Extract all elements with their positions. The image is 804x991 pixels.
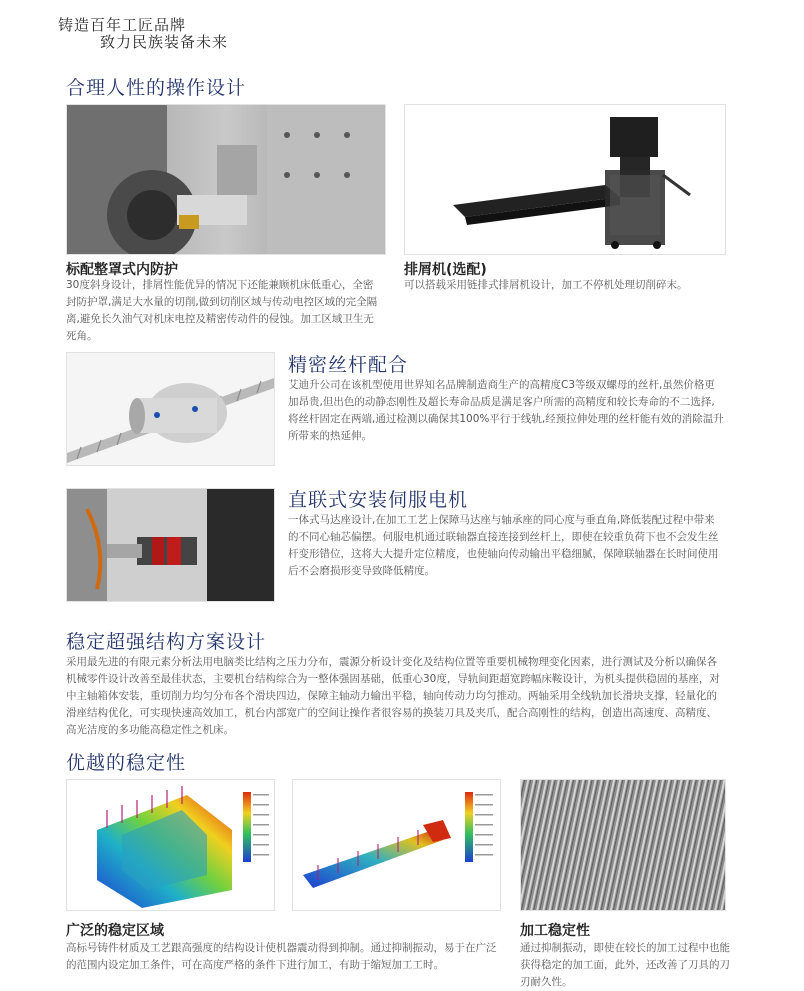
servo-text: 一体式马达座设计,在加工工艺上保障马达座与轴承座的同心度与垂直角,降低装配过程中带来的不同心轴芯偏摆。伺服电机通过联轴器直接连接到丝杆上，即使在较重负荷下也不会发生丝杆变形错位，这将大大提升定位精度，也使轴向传动输出平稳细腻，保障联轴器在长时间使用后不会磨损形变导致降低精度。 [288,514,719,577]
chip-conveyor-title: 排屑机(选配) [404,262,487,278]
ball-screw-text: 艾迪升公司在该机型使用世界知名品牌制造商生产的高精度C3等级双螺母的丝杆,虽然价格更加昂贵,但出色的动静态刚性及超长寿命品质是满足客户所需的高精度和较长寿命的不二选择,将丝杆固定在两端,通过检测以确保其100%平行于线轨,经预拉伸处理的丝杆能有效的消除温升所带来的热延伸。 [288,379,724,442]
machined-surface-photo [520,779,726,911]
fea-carriage-photo [292,779,501,911]
stable-area-text: 高标号铸件材质及工艺跟高强度的结构设计使机器震动得到抑制。通过抑制振动，易于在广泛的范围内设定加工条件，可在高度严格的条件下进行加工，有助于缩短加工工时。 [66,942,497,971]
section-title-operation-design: 合理人性的操作设计 [66,77,247,99]
structure-text: 采用最先进的有限元素分析法用电脑类比结构之压力分布，震源分析设计变化及结构位置等重要机械物理变化因素，进行测试及分析以确保各机械零件设计改善至最佳状态，主要机台结构综合为一整体强固基础，低重心30度，导轨间距超宽跨幅床鞍设计，为机头提供稳固的基座，对中主轴箱体安装，重切削力均匀分布各个滑块四边，保障主轴动力输出平稳，轴向传动力均匀推动。两轴采用全线轨加长滑块支撑，轻量化的滑座结构优化，可实现快速高效加工，机台内部宽广的空间让操作者很容易的换装刀具及夹爪，配合高刚性的结构，创造出高速度、高精度、高光洁度的多功能高稳定性之机床。 [66,656,720,736]
chip-conveyor-text: 可以搭载采用链排式排屑机设计，加工不停机处理切削碎末。 [404,279,688,291]
slogan-line-1: 铸造百年工匠品牌 [58,16,187,34]
ball-screw-photo [66,352,275,466]
guard-title: 标配整罩式内防护 [66,262,178,278]
slogan-line-2: 致力民族装备未来 [100,33,229,51]
servo-motor-photo [66,488,275,602]
fea-bed-photo [66,779,275,911]
stable-area-title: 广泛的稳定区域 [66,923,164,939]
guard-interior-photo [66,104,386,255]
guard-text: 30度斜身设计，排屑性能优异的情况下还能兼顾机床低重心，全密封防护罩,满足大水量的切削,做到切削区域与传动电控区域的完全隔离,避免长久油气对机床电控及精密传动件的侵蚀。加工区域卫生无死角。 [66,279,378,342]
section-title-stability: 优越的稳定性 [66,752,187,774]
section-title-ball-screw: 精密丝杆配合 [288,354,409,376]
machining-stability-title: 加工稳定性 [520,923,590,939]
section-title-structure: 稳定超强结构方案设计 [66,631,267,653]
chip-conveyor-photo [404,104,726,255]
machining-stability-text: 通过抑制振动，即使在较长的加工过程中也能获得稳定的加工面，此外，还改善了刀具的刀刃耐久性。 [520,942,730,988]
section-title-servo: 直联式安装伺服电机 [288,489,469,511]
